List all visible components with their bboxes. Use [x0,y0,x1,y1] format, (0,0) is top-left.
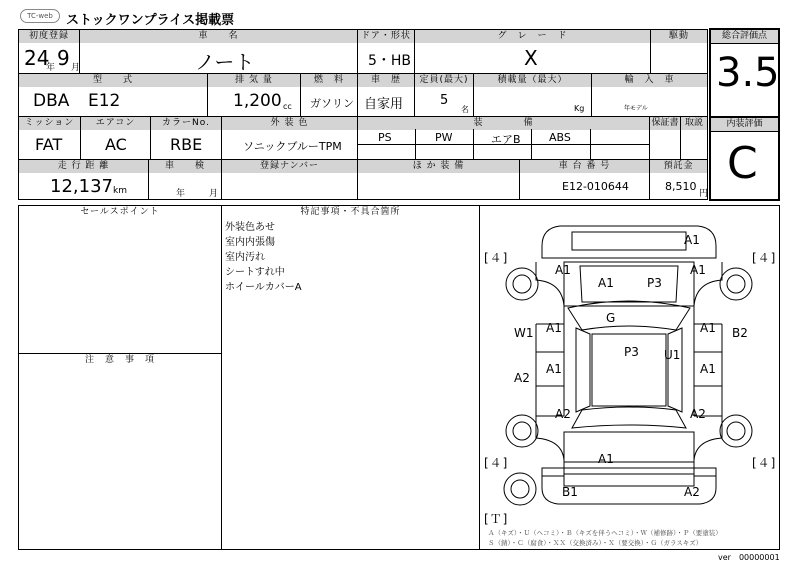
mark-w1: W1 [514,326,534,340]
page-title: ストックワンプライス掲載票 [66,13,235,28]
mark-front-top: A1 [684,233,700,247]
car-name-value: ノート [195,50,255,74]
displacement-value: 1,200 [233,91,282,111]
tire-label-front-left: [４] [484,251,509,265]
mission-header: ミッション [19,117,80,130]
note-item: ホイールカバーA [225,282,302,293]
equipment-pw: PW [435,131,453,144]
exterior-color-value: ソニックブルーTPM [243,140,342,153]
history-header: 車 歴 [358,74,414,87]
first-reg-year-unit: 年 [46,63,56,73]
note-item: シートすれ中 [225,267,285,278]
capacity-value: 5 [440,93,449,108]
tire-label-spare: [Ｔ] [484,512,509,526]
mark-left-quarter: A2 [555,407,571,421]
mark-trunk: A1 [598,452,614,466]
deposit-unit: 円 [699,189,709,199]
deposit-value: 8,510 [665,180,697,193]
first-reg-header: 初度登録 [19,30,79,43]
capacity-unit: 名 [461,105,469,114]
mark-b2: B2 [732,326,748,340]
load-header: 積載量（最大） [474,74,591,87]
exterior-color-header: 外 装 色 [222,117,357,130]
mark-right-quarter: A2 [690,407,706,421]
note-item: 室内内張傷 [225,237,275,248]
fuel-value: ガソリン [310,97,354,110]
mark-left-rear-door-side: A2 [514,371,530,385]
mileage-value: 12,137 [50,176,113,197]
deposit-header: 預託金 [650,160,707,173]
logo [20,9,60,23]
mark-hood-left: A1 [598,276,614,290]
equipment-ps: PS [378,131,392,144]
aircon-header: エアコン [81,117,150,130]
chassis-no-header: 車 台 番 号 [520,160,649,173]
other-equipment-header: ほ か 装 備 [358,160,519,173]
equipment-header: 装 備 [358,117,649,130]
mark-left-rear-door: A1 [546,362,562,376]
notes-header: 特記事項・不具合箇所 [222,206,479,219]
mark-rear-b1: B1 [562,485,578,499]
tire-label-front-right: [４] [752,251,777,265]
plate-header: 登録ナンバー [222,160,357,173]
mark-right-rear-door: A1 [700,362,716,376]
drive-header: 駆動 [651,30,707,43]
door-shape-value: 5・HB [368,53,412,69]
sales-point-header: セールスポイント [19,206,221,219]
grade-header: グ レ ー ド [415,30,650,43]
interior-score-value: C [727,138,758,189]
note-item: 室内汚れ [225,252,265,263]
overall-score-header: 総合評価点 [711,30,778,43]
interior-score-header: 内装評価 [711,118,778,131]
mark-roof: P3 [624,345,639,359]
first-reg-month: 9 [57,46,70,70]
mileage-header: 走 行 距 離 [19,160,148,173]
manual-header: 取説 [681,117,707,130]
door-shape-header: ドア・形状 [358,30,414,43]
capacity-header: 定員(最大) [415,74,473,87]
mark-windshield: G [606,311,616,325]
legend-line-2: Ｓ（錆）・Ｃ（腐食）・ＸＸ（交換済み）・Ｘ（要交換）・Ｇ（ガラスキズ） [488,539,703,547]
tire-label-rear-right: [４] [752,456,777,470]
load-unit: Kg [574,104,585,113]
warranty-header: 保証書 [651,118,679,128]
import-header: 輸 入 車 [592,74,707,87]
inspection-month-unit: 月 [209,189,219,199]
history-value: 自家用 [364,97,404,112]
first-reg-month-unit: 月 [71,63,81,73]
color-no-value: RBE [170,135,203,154]
model-header: 型 式 [19,74,207,87]
displacement-header: 排 気 量 [208,74,300,87]
mileage-unit: km [113,186,127,196]
mark-right-front-door: A1 [700,321,716,335]
mark-left-front-fender: A1 [555,263,571,277]
mark-hood-right: P3 [647,276,662,290]
fuel-header: 燃 料 [301,74,357,87]
overall-score-value: 3.5 [716,50,780,96]
model-value: E12 [88,91,121,111]
grade-value: X [524,46,538,70]
tire-label-rear-left: [４] [484,456,509,470]
mark-left-front-door: A1 [546,321,562,335]
aircon-value: AC [105,135,127,154]
model-prefix-value: DBA [33,91,70,111]
caution-header: 注 意 事 項 [19,354,221,367]
inspection-header: 車 検 [149,160,221,173]
displacement-unit: cc [283,102,292,111]
note-item: 外装色あせ [225,222,275,233]
mark-right-front-fender: A1 [690,263,706,277]
legend-line-1: Ａ（キズ）・Ｕ（ヘコミ）・Ｂ（キズを伴うヘコミ）・Ｗ（補修跡）・Ｐ（要塗装） [488,529,722,537]
color-no-header: カラーNo. [151,117,221,130]
first-reg-year: 24 [24,46,50,70]
car-name-header: 車 名 [80,30,357,43]
chassis-no-value: E12-010644 [562,180,629,193]
mission-value: FAT [35,135,63,154]
inspection-year-unit: 年 [176,189,186,199]
version-label: ver 00000001 [718,553,780,562]
equipment-airbag: エアB [491,133,521,146]
equipment-abs: ABS [549,131,571,144]
mark-roof-u: U1 [664,348,681,362]
logo-text: TC-web [27,12,53,20]
mark-rear-a2: A2 [684,485,700,499]
import-unit: 年モデル [624,105,648,112]
